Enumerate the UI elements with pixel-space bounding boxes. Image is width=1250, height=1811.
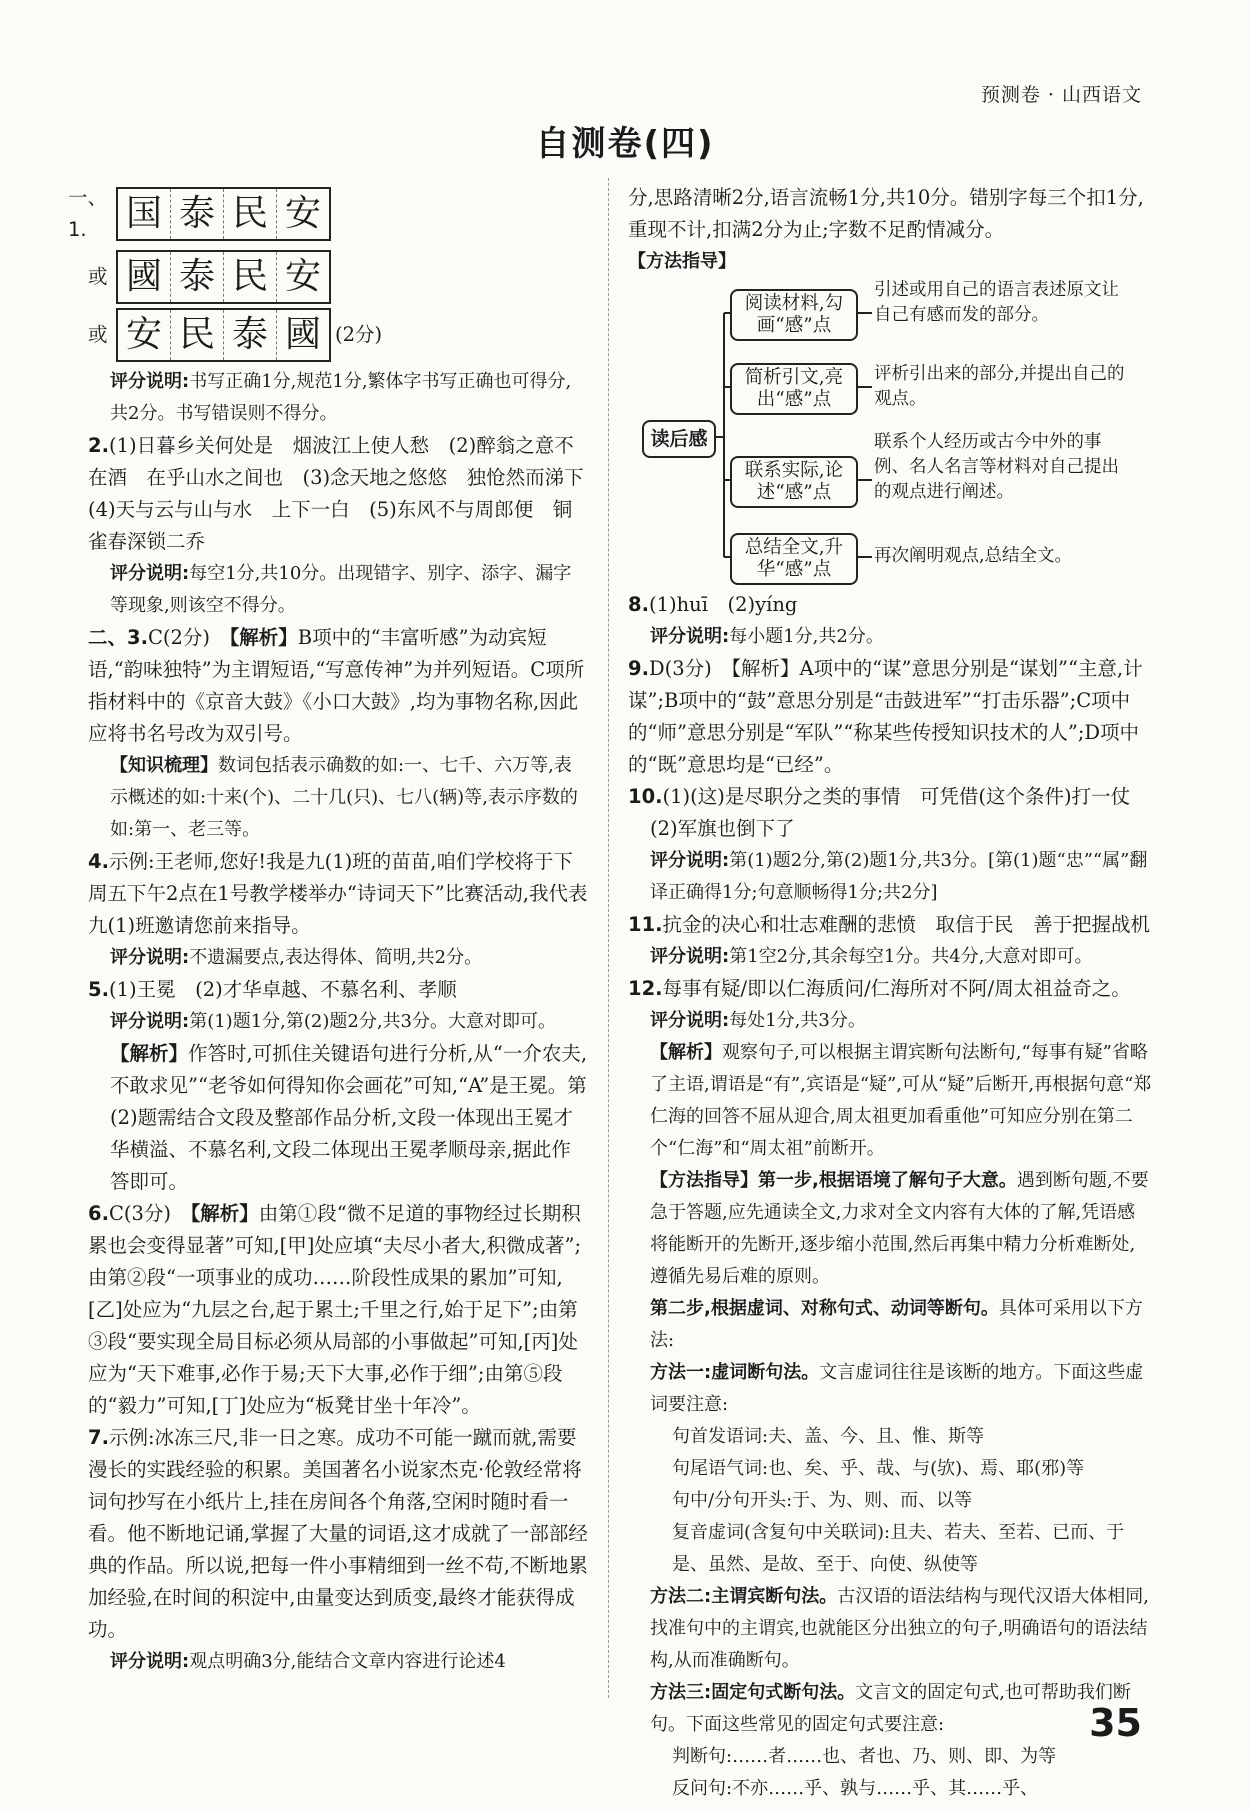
grid-cell: 安 <box>284 193 321 234</box>
q8-block: 8.(1)huī (2)yíng <box>628 593 798 616</box>
right-column <box>628 182 1152 1805</box>
list-item: 句首发语词:夫、盖、今、且、惟、斯等 <box>672 1426 985 1447</box>
q3-knowledge: 【知识梳理】数词包括表示确数的如:一、七千、六万等,表示概述的如:十来(个)、二十几(只)、七八(辆)等,表示序数的如:第一、老三等。 <box>110 755 578 840</box>
q1-block <box>68 182 588 430</box>
q1-number: 一、1. <box>68 186 108 241</box>
grid-cell: 安 <box>118 310 171 360</box>
list-item: 复音虚词(含复句中关联词):且夫、若夫、至若、已而、于是、虽然、是故、至于、向使、纵使等 <box>672 1522 1125 1575</box>
mindmap-node: 联系实际,论述“感”点 <box>730 456 858 508</box>
q12-method3: 方法三:固定句式断句法。文言文的固定句式,也可帮助我们断句。下面这些常见的固定句式要注意: <box>650 1682 1131 1735</box>
grid-cell: 民 <box>224 252 277 302</box>
q10-note: 评分说明:第(1)题2分,第(2)题1分,共3分。[第(1)题“忠”“属”翻译正确得1分;句意顺畅得1分;共2分] <box>650 850 1148 903</box>
list-item: 判断句:……者……也、者也、乃、则、即、为等 <box>672 1746 1057 1767</box>
q1-grid-row-1 <box>68 182 588 246</box>
page-title: 自测卷(四) <box>535 124 715 164</box>
list-item: 句尾语气词:也、矣、乎、哉、与(欤)、焉、耶(邪)等 <box>672 1458 1085 1479</box>
q2-block: 2.(1)日暮乡关何处是 烟波江上使人愁 (2)醉翁之意不在酒 在乎山水之间也 (3)念天地之悠悠 独怆然而涕下 (4)天与云与山与水 上下一白 (5)东风不与周郎便 铜雀春深锁二乔 <box>88 434 604 553</box>
q1-score: (2分) <box>335 323 383 346</box>
mindmap-desc: 再次阐明观点,总结全文。 <box>874 546 1073 566</box>
q6-block: 6.C(3分) 【解析】由第①段“微不足道的事物经过长期积累也会变得显著”可知,[甲]处应填“夫尽小者大,积微成著”;由第②段“一项事业的成功……阶段性成果的累加”可知,[乙]处应为“九层之台,起于累土;千里之行,始于足下”;由第③段“要实现全局目标必须从局部的小事做起”可知,[丙]处应为“天下难事,必作于易;天下大事,必作于细”;由第⑤段的“毅力”可知,[丁]处应为“板凳甘坐十年冷”。 <box>88 1202 582 1417</box>
grid-cell: 国 <box>118 189 171 239</box>
q1-grid-row-3 <box>88 308 588 362</box>
running-header: 预测卷 · 山西语文 <box>980 84 1142 106</box>
q12-method1: 方法一:虚词断句法。文言虚词往往是该断的地方。下面这些虚词要注意: <box>650 1362 1144 1415</box>
q12-note: 评分说明:每处1分,共3分。 <box>650 1010 866 1031</box>
q5-analysis: 【解析】作答时,可抓住关键语句进行分析,从“一介农夫,不敢求见”“老爷如何得知你会画花”可知,“A”是王冕。第(2)题需结合文段及整部作品分析,文段一体现出王冕才华横溢、不慕名利,文段二体现出王冕孝顺母亲,据此作答即可。 <box>110 1042 588 1193</box>
mindmap-desc: 联系个人经历或古今中外的事例、名人名言等材料对自己提出的观点进行阐述。 <box>874 432 1119 502</box>
q4-block: 4.示例:王老师,您好!我是九(1)班的苗苗,咱们学校将于下周五下午2点在1号教学楼举办“诗词天下”比赛活动,我代表九(1)班邀请您前来指导。 <box>88 850 588 937</box>
q7-note-continued: 分,思路清晰2分,语言流畅1分,共10分。错别字每三个扣1分,重现不计,扣满2分为止;字数不足酌情减分。 <box>628 186 1144 241</box>
grid-cell: 民 <box>224 189 277 239</box>
list-item: 反问句:不亦……乎、孰与……乎、其……乎、 <box>672 1778 1039 1799</box>
left-column <box>68 178 604 1678</box>
mindmap-center: 读后感 <box>642 420 716 458</box>
q2-note: 评分说明:每空1分,共10分。出现错字、别字、添字、漏字等现象,则该空不得分。 <box>110 563 572 616</box>
grid-cell: 國 <box>118 252 171 302</box>
q12-method-step2: 第二步,根据虚词、对称句式、动词等断句。具体可采用以下方法: <box>650 1298 1143 1351</box>
method-guide-tag: 【方法指导】 <box>628 251 736 272</box>
mindmap-desc: 评析引出来的部分,并提出自己的观点。 <box>874 364 1125 409</box>
q10-block: 10.(1)(这)是尽职分之类的事情 可凭借(这个条件)打一仗 <box>628 785 1131 808</box>
q12-method-step1: 【方法指导】第一步,根据语境了解句子大意。遇到断句题,不要急于答题,应先通读全文,力求对全文内容有大体的了解,凭语感将能断开的先断开,逐步缩小范围,然后再集中精力分析难断处,遵循先易后难的原则。 <box>650 1170 1149 1287</box>
char-grid <box>116 308 331 362</box>
q5-block: 5.(1)王冕 (2)才华卓越、不慕名利、孝顺 <box>88 978 457 1001</box>
char-grid <box>116 250 331 304</box>
q8-note: 评分说明:每小题1分,共2分。 <box>650 626 884 647</box>
q11-block: 11.抗金的决心和壮志难酬的悲愤 取信于民 善于把握战机 <box>628 913 1151 936</box>
q4-note: 评分说明:不遗漏要点,表达得体、简明,共2分。 <box>110 947 483 968</box>
grid-lead: 或 <box>88 265 108 288</box>
q9-block: 9.D(3分) 【解析】A项中的“谋”意思分别是“谋划”“主意,计谋”;B项中的“鼓”意思分别是“击鼓进军”“打击乐器”;C项中的“师”意思分别是“军队”“称某些传授知识技术的人”;D项中的“既”意思均是“已经”。 <box>628 657 1143 776</box>
q1-note: 评分说明:书写正确1分,规范1分,繁体字书写正确也可得分,共2分。书写错误则不得分。 <box>110 371 572 424</box>
q5-note: 评分说明:第(1)题1分,第(2)题2分,共3分。大意对即可。 <box>110 1011 556 1032</box>
grid-cell: 民 <box>171 310 224 360</box>
mindmap-node: 简析引文,亮出“感”点 <box>730 363 858 415</box>
page-number: 35 <box>1089 1701 1142 1745</box>
grid-cell: 安 <box>284 256 321 297</box>
grid-cell: 泰 <box>171 252 224 302</box>
q7-note: 评分说明:观点明确3分,能结合文章内容进行论述4 <box>110 1651 506 1672</box>
grid-lead: 或 <box>88 323 108 346</box>
grid-cell: 國 <box>284 314 321 355</box>
q12-block: 12.每事有疑/即以仁海质问/仁海所对不阿/周太祖益奇之。 <box>628 977 1131 1000</box>
list-item: 句中/分句开头:于、为、则、而、以等 <box>672 1490 973 1511</box>
q10-part2: (2)军旗也倒下了 <box>650 817 795 840</box>
q1-grid-row-2 <box>88 250 588 304</box>
q12-analysis: 【解析】观察句子,可以根据主谓宾断句法断句,“每事有疑”省略了主语,谓语是“有”,宾语是“疑”,可从“疑”后断开,再根据句意“郑仁海的回答不屈从迎合,周太祖更加看重他”可知应分别在第二个“仁海”和“周太祖”前断开。 <box>650 1042 1152 1159</box>
q11-note: 评分说明:第1空2分,其余每空1分。共4分,大意对即可。 <box>650 946 1093 967</box>
char-grid <box>116 187 331 241</box>
grid-cell: 泰 <box>171 189 224 239</box>
grid-cell: 泰 <box>224 310 277 360</box>
mindmap-desc: 引述或用自己的语言表述原文让自己有感而发的部分。 <box>874 280 1119 325</box>
q12-method2: 方法二:主谓宾断句法。古汉语的语法结构与现代汉语大体相同,找准句中的主谓宾,也就能区分出独立的句子,明确语句的语法结构,从而准确断句。 <box>650 1586 1149 1671</box>
mindmap-node: 总结全文,升华“感”点 <box>730 533 858 585</box>
mindmap-node: 阅读材料,勾画“感”点 <box>730 289 858 341</box>
mindmap <box>628 280 1152 585</box>
column-divider <box>608 178 609 1698</box>
q7-block: 7.示例:冰冻三尺,非一日之寒。成功不可能一蹴而就,需要漫长的实践经验的积累。美国著名小说家杰克·伦敦经常将词句抄写在小纸片上,挂在房间各个角落,空闲时随时看一看。他不断地记诵,掌握了大量的词语,这才成就了一部部经典的作品。所以说,把每一件小事精细到一丝不苟,不断地累加经验,在时间的积淀中,由量变达到质变,最终才能获得成功。 <box>88 1426 588 1641</box>
q3-block: 二、3.C(2分) 【解析】B项中的“丰富听感”为动宾短语,“韵味独特”为主谓短语,“写意传神”为并列短语。C项所指材料中的《京音大鼓》《小口大鼓》,均为事物名称,因此应将书名号改为双引号。 <box>88 626 585 745</box>
